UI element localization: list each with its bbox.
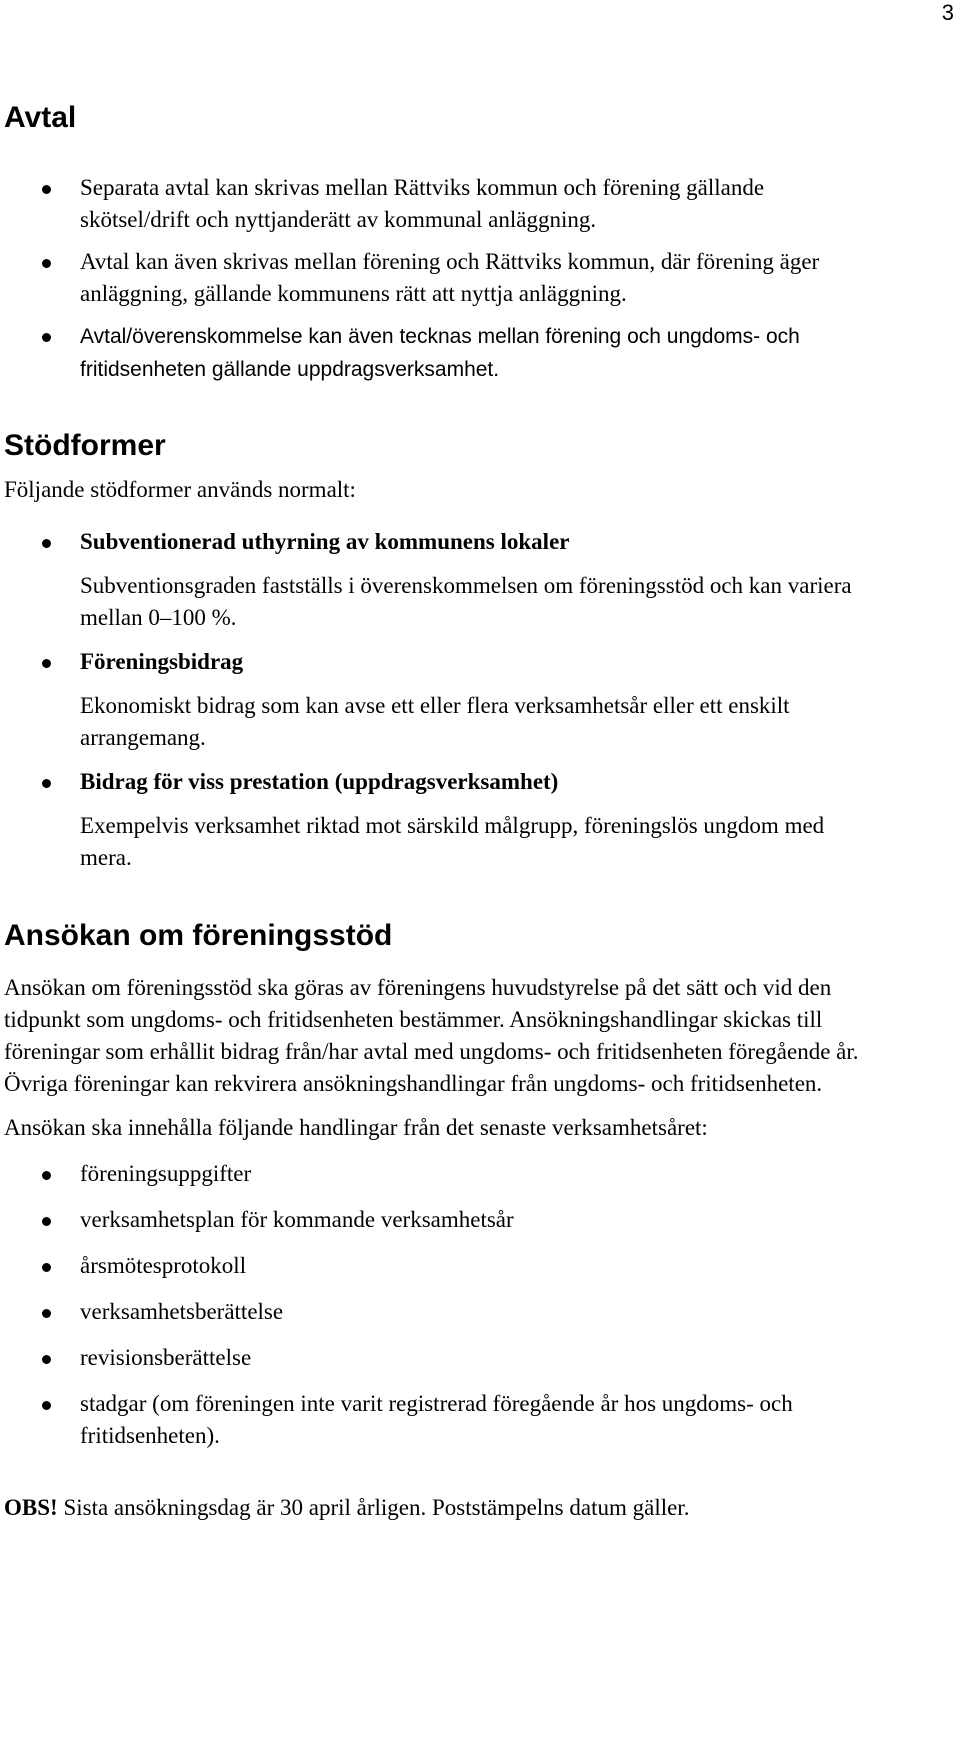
list-item: verksamhetsberättelse <box>4 1296 874 1328</box>
ansokan-list <box>4 1158 874 1452</box>
bullet-icon <box>42 779 51 788</box>
list-item: stadgar (om föreningen inte varit registrerad föregående år hos ungdoms- och fritidsenheten). <box>4 1388 874 1452</box>
stodform-description: Subventionsgraden fastställs i överenskommelsen om föreningsstöd och kan variera mellan 0–100 %. <box>80 573 852 630</box>
heading-avtal: Avtal <box>4 101 77 134</box>
ansokan-list-intro: Ansökan ska innehålla följande handlingar från det senaste verksamhetsåret: <box>4 1115 708 1140</box>
bullet-icon <box>42 1263 51 1272</box>
bullet-icon <box>42 259 51 268</box>
bullet-icon <box>42 333 51 342</box>
heading-ansokan: Ansökan om föreningsstöd <box>4 919 393 952</box>
stodformer-list <box>4 526 874 558</box>
ansokan-paragraph: Ansökan om föreningsstöd ska göras av föreningens huvudstyrelse på det sätt och vid den tidpunkt som ungdoms- och fritidsenheten bestämmer. Ansökningshandlingar skickas till föreningar som erhållit bidrag från/har avtal med ungdoms- och fritidsenheten föregående år. Övriga föreningar kan rekvirera ansökningshandlingar från ungdoms- och fritidsenheten. <box>4 975 859 1096</box>
list-item: revisionsberättelse <box>4 1342 874 1374</box>
stodformer-intro: Följande stödformer används normalt: <box>4 477 356 502</box>
obs-note <box>4 1492 874 1524</box>
stodform-description: Exempelvis verksamhet riktad mot särskild målgrupp, föreningslös ungdom med mera. <box>80 813 825 870</box>
stodformer-list <box>4 766 874 798</box>
bullet-icon <box>42 1355 51 1364</box>
list-item: Föreningsbidrag <box>4 646 874 678</box>
bullet-icon <box>42 1309 51 1318</box>
list-item: verksamhetsplan för kommande verksamhetsår <box>4 1204 874 1236</box>
list-item: Avtal kan även skrivas mellan förening och Rättviks kommun, där förening äger anläggning, gällande kommunens rätt att nyttja anläggning. <box>4 246 874 310</box>
page-number: 3 <box>941 0 954 25</box>
avtal-list <box>4 172 874 386</box>
bullet-icon <box>42 539 51 548</box>
page-content <box>4 100 874 1524</box>
stodformer-list <box>4 646 874 678</box>
list-item: föreningsuppgifter <box>4 1158 874 1190</box>
list-item: Bidrag för viss prestation (uppdragsverksamhet) <box>4 766 874 798</box>
bullet-icon <box>42 659 51 668</box>
list-item: Subventionerad uthyrning av kommunens lokaler <box>4 526 874 558</box>
bullet-icon <box>42 1401 51 1410</box>
heading-stodformer: Stödformer <box>4 429 166 462</box>
bullet-icon <box>42 1217 51 1226</box>
obs-label: OBS! <box>4 1495 58 1520</box>
stodform-description: Ekonomiskt bidrag som kan avse ett eller flera verksamhetsår eller ett enskilt arrangemang. <box>80 693 790 750</box>
list-item: årsmötesprotokoll <box>4 1250 874 1282</box>
obs-text: Sista ansökningsdag är 30 april årligen. Poststämpelns datum gäller. <box>57 1495 690 1520</box>
bullet-icon <box>42 185 51 194</box>
list-item: Separata avtal kan skrivas mellan Rättviks kommun och förening gällande skötsel/drift och nyttjanderätt av kommunal anläggning. <box>4 172 874 236</box>
bullet-icon <box>42 1171 51 1180</box>
list-item: Avtal/överenskommelse kan även tecknas mellan förening och ungdoms- och fritidsenheten gällande uppdragsverksamhet. <box>4 320 874 386</box>
